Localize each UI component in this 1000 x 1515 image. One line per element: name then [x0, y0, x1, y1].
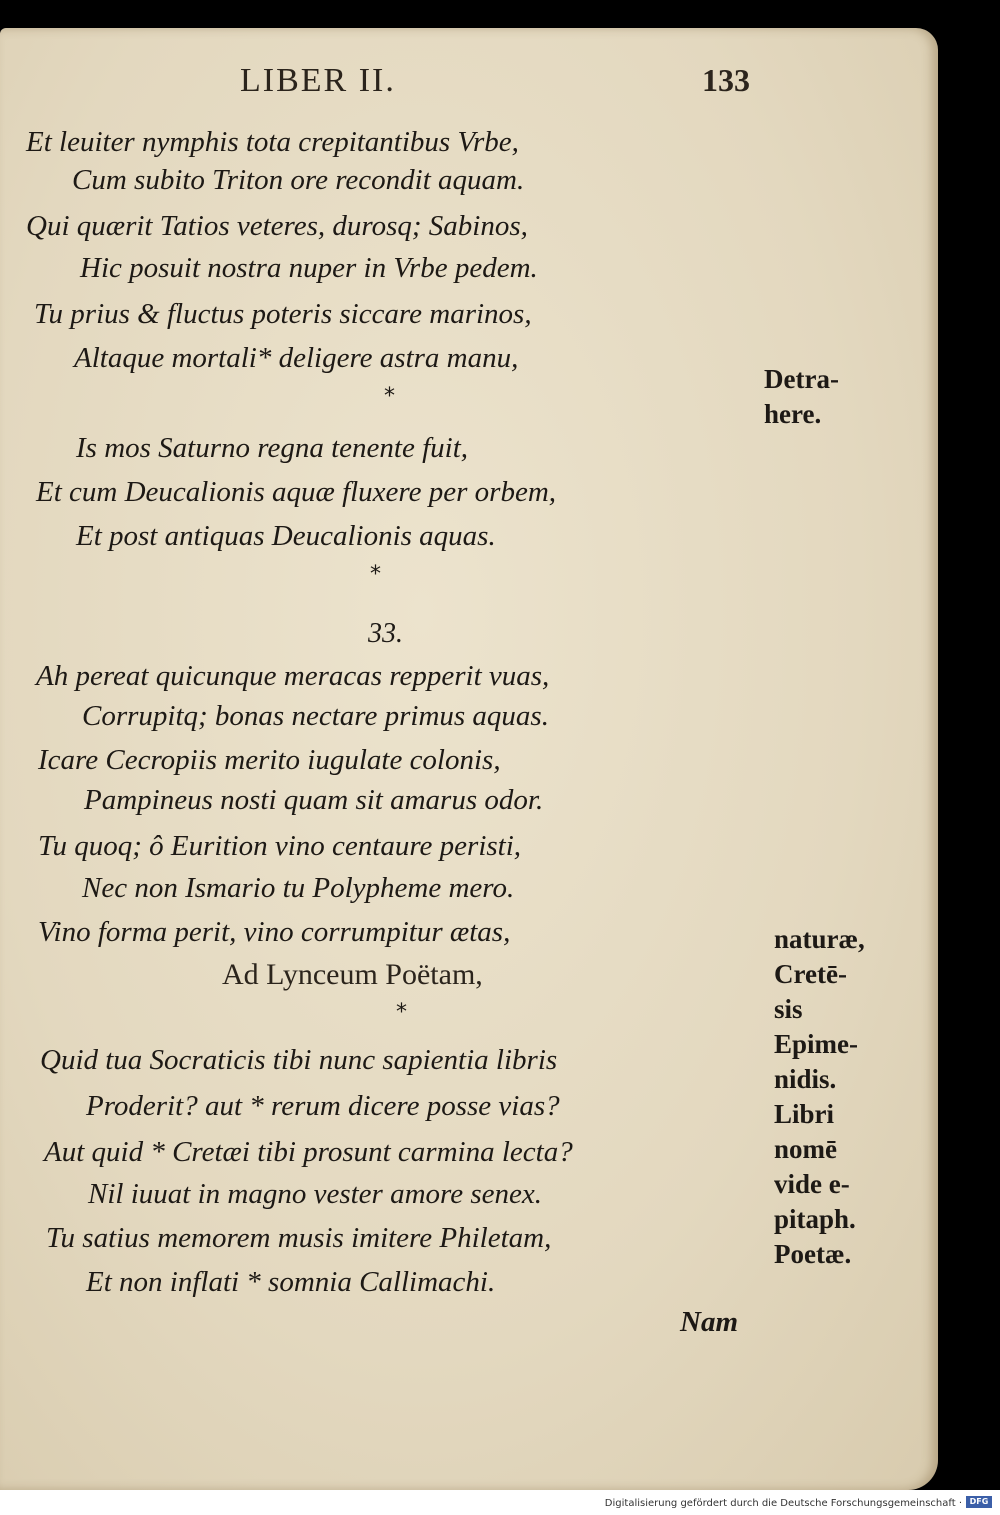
verse-line: Corrupitq; bonas nectare primus aquas.: [82, 700, 549, 732]
page-number: 133: [702, 62, 750, 98]
asterisk-mark: *: [384, 384, 395, 409]
verse-line: Nil iuuat in magno vester amore senex.: [88, 1178, 542, 1210]
verse-line: Cum subito Triton ore recondit aquam.: [72, 164, 525, 196]
footer-credit: Digitalisierung gefördert durch die Deutsche Forschungsgemeinschaft ·: [604, 1498, 962, 1509]
verse-line: Icare Cecropiis merito iugulate colonis,: [38, 744, 501, 776]
verse-line: Qui quærit Tatios veteres, durosq; Sabinos,: [26, 210, 528, 242]
verse-line: Tu quoq; ô Eurition vino centaure peristi,: [38, 830, 522, 862]
catchword: Nam: [680, 1306, 738, 1338]
verse-line: Tu satius memorem musis imitere Philetam,: [46, 1222, 552, 1254]
verse-line: Et non inflati * somnia Callimachi.: [86, 1266, 496, 1298]
marginal-note: Detra- here.: [764, 364, 839, 429]
verse-line: Nec non Ismario tu Polypheme mero.: [82, 872, 515, 904]
verse-line: Et leuiter nymphis tota crepitantibus Vrbe,: [26, 126, 519, 158]
verse-line: Vino forma perit, vino corrumpitur ætas,: [38, 916, 511, 948]
footer-bar: [0, 1490, 1000, 1515]
verse-line: Ah pereat quicunque meracas repperit vuas,: [36, 660, 550, 692]
verse-line: Pampineus nosti quam sit amarus odor.: [84, 784, 544, 816]
verse-line: Hic posuit nostra nuper in Vrbe pedem.: [80, 252, 538, 284]
verse-line: Proderit? aut * rerum dicere posse vias?: [86, 1090, 560, 1122]
verse-line: Aut quid * Cretæi tibi prosunt carmina lecta?: [44, 1136, 573, 1168]
poem-heading: Ad Lynceum Poëtam,: [222, 958, 483, 991]
verse-line: Is mos Saturno regna tenente fuit,: [76, 432, 468, 464]
dfg-logo-icon: DFG: [966, 1496, 992, 1508]
poem-number: 33.: [368, 618, 403, 649]
marginal-note: naturæ, Cretē- sis Epime- nidis. Libri nomē vide e- pitaph. Poetæ.: [774, 924, 865, 1269]
verse-line: Tu prius & fluctus poteris siccare marinos,: [34, 298, 532, 330]
asterisk-mark: *: [396, 1000, 407, 1025]
verse-line: Et post antiquas Deucalionis aquas.: [76, 520, 496, 552]
verse-line: Quid tua Socraticis tibi nunc sapientia libris: [40, 1044, 558, 1076]
asterisk-mark: *: [370, 562, 381, 587]
running-header: LIBER II.: [240, 62, 396, 99]
verse-line: Et cum Deucalionis aquæ fluxere per orbem,: [36, 476, 557, 508]
verse-line: Altaque mortali* deligere astra manu,: [74, 342, 519, 374]
